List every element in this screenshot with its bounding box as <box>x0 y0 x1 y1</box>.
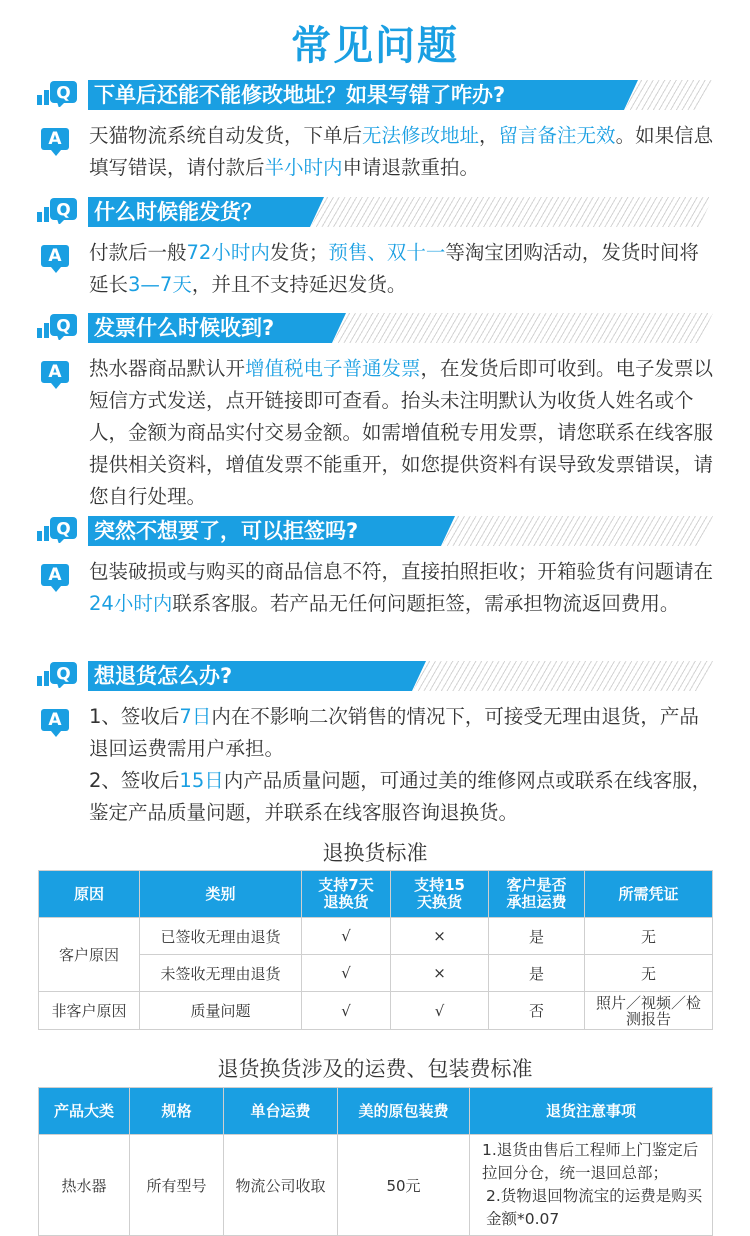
faq-item <box>0 661 750 829</box>
category-cell: 已签收无理由退货 <box>140 918 302 955</box>
header-cell: 支持15天换货 <box>391 871 489 918</box>
reason-cell: 非客户原因 <box>39 992 140 1030</box>
answer-text: 付款后一般72小时内发货；预售、双十一等淘宝团购活动，发货时间将延长3—7天，并且不支持延迟发货。 <box>89 241 699 296</box>
highlight-text: 7日 <box>179 705 212 728</box>
answer-text: 天猫物流系统自动发货，下单后无法修改地址，留言备注无效。如果信息填写错误，请付款后半小时内申请退款重拍。 <box>89 124 714 179</box>
category-cell: 质量问题 <box>140 992 302 1030</box>
fee-cell: 是 <box>489 955 585 992</box>
question-icon <box>37 662 79 688</box>
header-cell: 退货注意事项 <box>470 1088 713 1135</box>
table-header-row <box>39 1088 713 1135</box>
check-cell: √ <box>302 918 391 955</box>
svg-text:Q: Q <box>56 664 71 685</box>
check-cell: √ <box>391 992 489 1030</box>
header-cell: 类别 <box>140 871 302 918</box>
proof-cell: 无 <box>585 955 713 992</box>
check-cell: × <box>391 918 489 955</box>
fee-cell: 是 <box>489 918 585 955</box>
highlight-text: 半小时内 <box>264 156 343 179</box>
svg-text:Q: Q <box>56 200 71 221</box>
fee-table-title: 退货换货涉及的运费、包装费标准 <box>217 1057 533 1081</box>
question-icon <box>37 198 79 224</box>
note-line: 1.退货由售后工程师上门鉴定后拉回分仓，统一退回总部； <box>482 1141 699 1182</box>
answer-text: 1、签收后7日内在不影响二次销售的情况下，可接受无理由退货，产品退回运费需用户承担。 2、签收后15日内产品质量问题，可通过美的维修网点或联系在线客服，鉴定产品质量问题，并联系在线客服咨询退换货。 <box>89 705 712 824</box>
header-cell: 产品大类 <box>39 1088 130 1135</box>
product-cell: 热水器 <box>39 1135 130 1236</box>
svg-text:Q: Q <box>56 316 71 337</box>
spec-cell: 所有型号 <box>130 1135 224 1236</box>
highlight-text: 预售、双十一 <box>328 241 446 264</box>
question-icon <box>37 81 79 107</box>
answer-icon: A <box>41 361 69 383</box>
faq-item <box>0 80 750 184</box>
svg-text:Q: Q <box>56 83 71 104</box>
highlight-text: 3—7天 <box>128 273 192 296</box>
fee-standard-table <box>38 1087 713 1236</box>
answer-text: 热水器商品默认开增值税电子普通发票，在发货后即可收到。电子发票以短信方式发送，点开链接即可查看。抬头未注明默认为收货人姓名或个人，金额为商品实付交易金额。如需增值税专用发票，请您联系在线客服提供相关资料，增值发票不能重开，如您提供资料有误导致发票错误，请您自行处理。 <box>89 357 714 508</box>
question-bar <box>0 80 750 110</box>
notes-cell <box>470 1135 713 1236</box>
highlight-text: 15日 <box>179 769 224 792</box>
return-standard-table <box>38 870 713 1030</box>
header-cell: 支持7天退换货 <box>302 871 391 918</box>
question-text: 下单后还能不能修改地址？如果写错了咋办? <box>94 83 506 107</box>
highlight-text: 24小时内 <box>89 592 173 615</box>
table-header-row <box>39 871 713 918</box>
question-text: 想退货怎么办? <box>94 664 233 688</box>
return-table-title: 退换货标准 <box>322 841 428 865</box>
check-cell: × <box>391 955 489 992</box>
faq-item <box>0 313 750 513</box>
check-cell: √ <box>302 955 391 992</box>
question-bar <box>0 516 750 546</box>
table-row <box>39 1135 713 1236</box>
proof-cell: 无 <box>585 918 713 955</box>
header-cell: 客户是否承担运费 <box>489 871 585 918</box>
answer-icon: A <box>41 564 69 586</box>
header-cell: 单台运费 <box>224 1088 338 1135</box>
category-cell: 未签收无理由退货 <box>140 955 302 992</box>
note-line: 2.货物退回物流宝的运费是购买金额*0.07 <box>486 1187 703 1228</box>
table-row <box>39 955 713 992</box>
fee-cell: 否 <box>489 992 585 1030</box>
highlight-text: 增值税电子普通发票 <box>245 357 421 380</box>
answer-icon: A <box>41 709 69 731</box>
highlight-text: 72小时内 <box>186 241 270 264</box>
question-text: 什么时候能发货？ <box>94 200 262 224</box>
answer-icon: A <box>41 245 69 267</box>
svg-text:Q: Q <box>56 519 71 540</box>
question-bar <box>0 661 750 691</box>
table-row <box>39 918 713 955</box>
question-text: 突然不想要了，可以拒签吗? <box>94 519 359 543</box>
table-row <box>39 992 713 1030</box>
question-icon <box>37 517 79 543</box>
package-fee-cell: 50元 <box>338 1135 470 1236</box>
question-text: 发票什么时候收到? <box>94 316 275 340</box>
highlight-text: 留言备注无效 <box>498 124 616 147</box>
answer-icon: A <box>41 128 69 150</box>
check-cell: √ <box>302 992 391 1030</box>
question-icon <box>37 314 79 340</box>
header-cell: 所需凭证 <box>585 871 713 918</box>
page-title: 常见问题 <box>291 23 459 69</box>
question-bar <box>0 313 750 343</box>
header-cell: 原因 <box>39 871 140 918</box>
faq-item <box>0 197 750 301</box>
freight-cell: 物流公司收取 <box>224 1135 338 1236</box>
highlight-text: 无法修改地址 <box>362 124 480 147</box>
proof-cell: 照片／视频／检测报告 <box>585 992 713 1030</box>
question-bar <box>0 197 750 227</box>
header-cell: 美的原包装费 <box>338 1088 470 1135</box>
header-cell: 规格 <box>130 1088 224 1135</box>
reason-cell: 客户原因 <box>39 918 140 992</box>
faq-item <box>0 516 750 620</box>
answer-text: 包装破损或与购买的商品信息不符，直接拍照拒收；开箱验货有问题请在24小时内联系客服。若产品无任何问题拒签，需承担物流返回费用。 <box>89 560 714 615</box>
